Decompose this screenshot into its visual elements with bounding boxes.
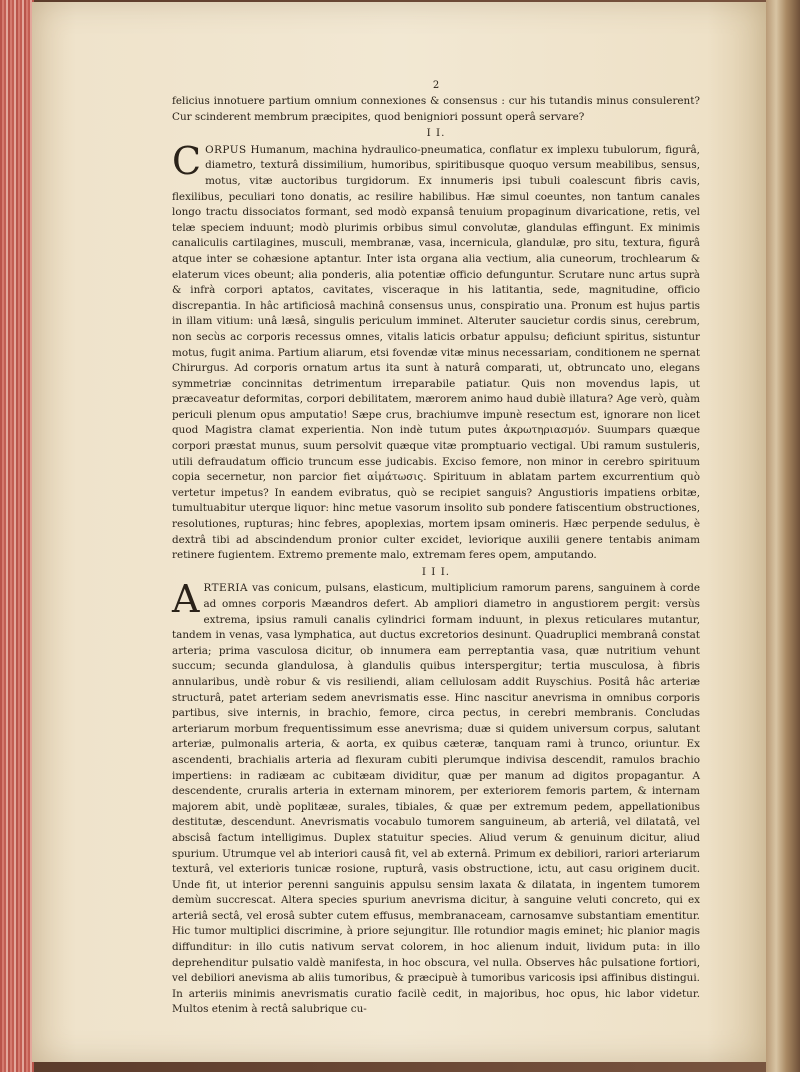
section-2-paragraph	[172, 138, 700, 564]
section-2-lead: ORPUS	[205, 143, 247, 156]
page-text	[172, 80, 700, 1018]
section-heading-3: I I I.	[421, 565, 451, 578]
section-heading-2: I I.	[426, 127, 446, 140]
book-edge-right	[766, 0, 800, 1072]
drop-cap-a: A	[172, 577, 200, 622]
page-number: 2	[432, 80, 440, 91]
section-3-paragraph	[172, 577, 700, 1018]
drop-cap-c: C	[172, 138, 202, 183]
section-2-body: Humanum, machina hydraulico-pneumatica, conflatur ex implexu tubulorum, figurâ, diametro, texturâ dissimilium, humoribus, spiritibusque quoquo versum meabilibus, sensus, motus, vitæ auctoribus turgidorum. Ex innumeris ipsi tubuli coalescunt fibris cavis, flexilibus, peculiari tono donatis, ac resilire habilibus. Hæ simul coeuntes, non tantum canales longo tractu dissociatos formant, sed modò expansâ tenuium propaginum divaricatione, retis, vel telæ speciem induunt; modò plurimis orbibus simul convolutæ, glandulas effingunt. Ex minimis canaliculis cartilagines, musculi, membranæ, vasa, incernicula, glandulæ, pro situ, textura, figurâ atque inter se cohæsione aptantur. Inter ista organa alia vectium, alia cuneorum, trochlearum & elaterum vices obeunt; alia ponderis, alia potentiæ officio defunguntur. Scrutare nunc artus suprà & infrà corpori aptatos, cavitates, visceraque in his latitantia, sede, magnitudine, officio discrepantia. In hâc artificiosâ machinâ consensus unus, conspiratio una. Pronum est hujus partis in illam vitium: unâ læsâ, singulis periculum imminet. Alteruter saucietur cordis sinus, cerebrum, non secùs ac corporis recessus omnes, vitalis laticis orbatur appulsu; deficiunt spiritus, sistuntur motus, fugit anima. Partium aliarum, etsi fovendæ vitæ minus necessariam, conditionem ne spernat Chirurgus. Ad corporis ornatum artus ita sunt à naturâ comparati, ut, obtruncato uno, elegans symmetriæ concinnitas detrimentum irreparabile patiatur. Quis non movendus lapis, ut præcaveatur deformitas, corpori debilitatem, mærorem animo haud dubiè illatura? Age verò, quàm periculi plenum opus amputatio! Sæpe crus, brachiumve impunè resectum est, ignorare non licet quod Magistra clamat experientia. Non indè tutum putes ἀκρωτηριασμόν. Suumpars quæque corpori præstat munus, suum persolvit quæque vitæ promptuario vectigal. Ubi ramum sustuleris, utili defraudatum officio truncum esse judicabis. Exciso femore, non minor in cerebro spirituum copia secernetur, non parcior fiet αἱμάτωσις. Spirituum in ablatam partem excurrentium quò vertetur impetus? In eandem evibratus, quò se recipiet sanguis? Angustioris impatiens orbitæ, tumultuabitur uterque liquor: hinc metue vasorum insolito sub pondere fatiscentium obstructiones, resolutiones, rupturas; hinc febres, apoplexias, mortem ipsam omineris. Hæc perpende sedulus, è dextrâ tibi ad abscindendum pronior culter excidet, leviorique auxilii genere tentabis animam retinere fugientem. Extremo premente malo, extremam feres opem, amputando.	[172, 143, 700, 562]
section-3-body: vas conicum, pulsans, elasticum, multiplicium ramorum parens, sanguinem à corde ad omnes corporis Mæandros defert. Ab ampliori diametro in angustiorem pergit: versùs extrema, ipsius ramuli canalis cylindrici formam induunt, in plexus reticulares mutantur, tandem in venas, vasa lymphatica, aut ductus excretorios desinunt. Quadruplici membranâ constat arteria; prima vasculosa dicitur, ob innumera eam perreptantia vasa, quæ nutritium vehunt succum; secunda glandulosa, à glandulis quibus interspergitur; tertia musculosa, à fibris annularibus, undè robur & vis resiliendi, aliam cellulosam addit Ruyschius. Positâ hâc arteriæ structurâ, patet arteriam sedem anevrismatis esse. Hinc nascitur anevrisma in omnibus corporis partibus, sive internis, in brachio, femore, circa pectus, in cerebri membranis. Concludas arteriarum morbum frequentissimum esse anevrisma; duæ si quidem universum corpus, salutant arteriæ, pulmonalis arteria, & aorta, ex quibus cæteræ, tanquam rami à trunco, oriuntur. Ex ascendenti, brachialis arteria ad flexuram cubiti plerumque indivisa descendit, ramulos brachio impertiens: in radiæam ac cubitæam dividitur, quæ per manum ad digitos propagantur. A descendente, cruralis arteria in externam minorem, per exteriorem femoris partem, & internam majorem abit, undè poplitææ, surales, tibiales, & quæ per extremum pedem, appellationibus destitutæ, descendunt. Anevrismatis vocabulo tumorem sanguineum, ab arteriâ, vel dilatatâ, vel abscisâ factum intelligimus. Duplex statuitur species. Aliud verum & genuinum dicitur, aliud spurium. Utrumque vel ab interiori causâ fit, vel ab externâ. Primum ex debiliori, rariori arteriarum texturâ, vel exterioris tunicæ rosione, rupturâ, vasis obstructione, ictu, aut casu originem ducit. Unde fit, ut interior perenni sanguinis appulsu sensim laxata & dilatata, in ingentem tumorem demùm succrescat. Altera species spurium anevrisma dicitur, à sanguine veluti concreto, qui ex arteriâ sectâ, vel erosâ subter cutem effusus, membranaceam, carnosamve substantiam ementitur. Hic tumor multiplici discrimine, à priore sejungitur. Ille rotundior magis eminet; hic planior magis diffunditur: in illo cutis nativum servat colorem, in hoc alienum induit, lividum puta: in illo deprehenditur pulsatio valdè manifesta, in hoc obscura, vel nulla. Observes hâc pulsatione fortiori, vel debiliori anevisma ab aliis tumoribus, & præcipuè à tumoribus varicosis ipsi affinibus distingui. In arteriis minimis anevrismatis curatio facilè cedit, in majoribus, hoc opus, hic labor videtur. Multos etenim à rectâ salubrique cu-	[172, 582, 700, 1016]
intro-paragraph: felicius innotuere partium omnium connexiones & consensus : cur his tutandis minus consulerent? Cur scinderent membrum præcipites, quod benigniori possunt operâ servare?	[172, 95, 700, 123]
section-3-lead: RTERIA	[203, 582, 249, 595]
book-edge-left	[0, 0, 34, 1072]
